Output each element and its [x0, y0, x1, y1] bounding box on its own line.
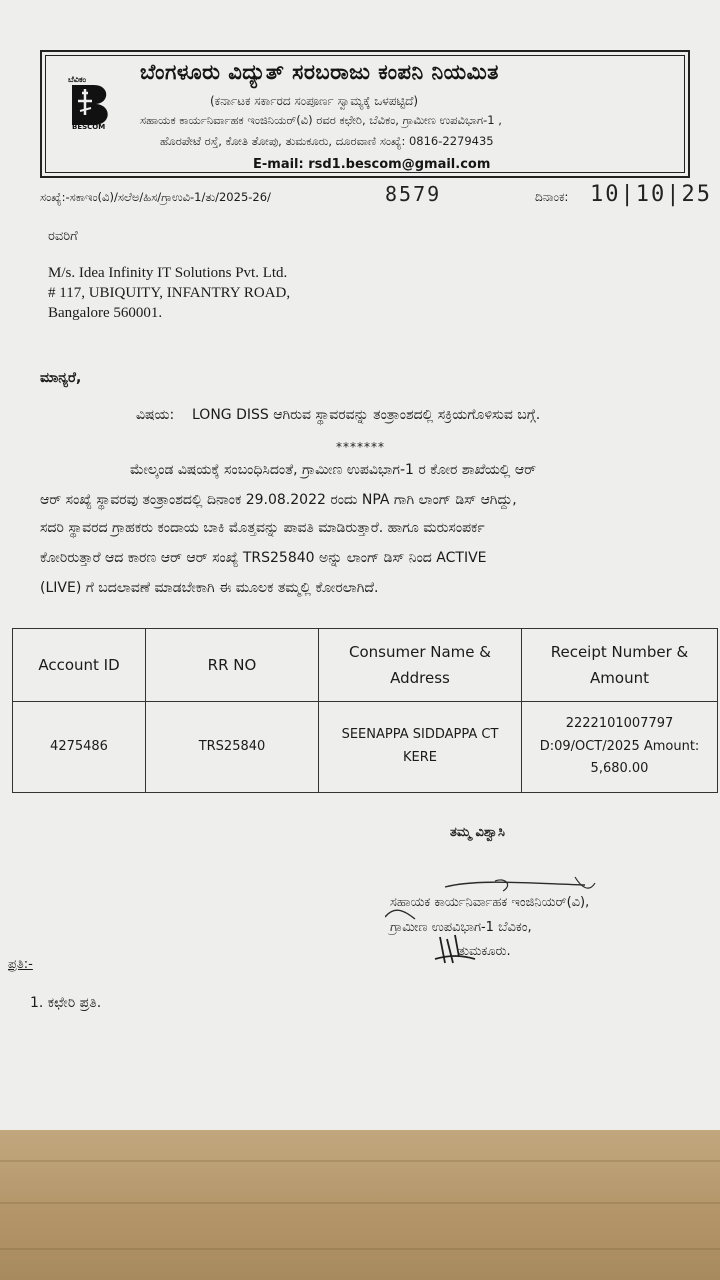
logo-word: BESCOM — [72, 123, 106, 131]
email-line: E-mail: rsd1.bescom@gmail.com — [253, 157, 491, 172]
body-line-2: ಆರ್ ಸಂಖ್ಯೆ ಸ್ಥಾವರವು ತಂತ್ರಾಂಶದಲ್ಲಿ ದಿನಾಂಕ 29.08.2022 ರಂದು NPA ಗಾಗಿ ಲಾಂಗ್ ಡಿಸ್ ಆಗಿದ್ದು, — [40, 492, 517, 508]
date-label: ದಿನಾಂಕ: — [535, 190, 569, 204]
salutation: ಮಾನ್ಯರೆ, — [40, 370, 82, 386]
body-line-1: ಮೇಲ್ಕಂಡ ವಿಷಯಕ್ಕೆ ಸಂಬಂಧಿಸಿದಂತೆ, ಗ್ರಾಮೀಣ ಉಪವಿಭಾಗ-1 ರ ಕೋರ ಶಾಖೆಯಲ್ಲಿ ಆರ್ — [130, 462, 537, 478]
header-rr-no: RR NO — [146, 629, 319, 702]
signatory-division: ಗ್ರಾಮೀಣ ಉಪವಿಭಾಗ-1 ಬೆವಿಕಂ, — [390, 920, 532, 935]
company-subtitle: (ಕರ್ನಾಟಕ ಸರ್ಕಾರದ ಸಂಪೂರ್ಣ ಸ್ವಾಮ್ಯಕ್ಕೆ ಒಳಪಟ್ಟಿದೆ) — [210, 94, 419, 108]
table-header-row — [13, 629, 718, 702]
date-value: 10|10|25 — [590, 182, 712, 207]
signatory-place: ತುಮಕೂರು. — [458, 944, 511, 959]
body-line-4: ಕೋರಿರುತ್ತಾರೆ ಆದ ಕಾರಣ ಆರ್ ಆರ್ ಸಂಖ್ಯೆ TRS25840 ಅನ್ನು ಲಾಂಗ್ ಡಿಸ್ ನಿಂದ ACTIVE — [40, 550, 487, 566]
recipient-address-1: # 117, UBIQUITY, INFANTRY ROAD, — [48, 285, 291, 301]
header-receipt: Receipt Number & Amount — [522, 629, 718, 702]
body-line-3: ಸದರಿ ಸ್ಥಾವರದ ಗ್ರಾಹಕರು ಕಂದಾಯ ಬಾಕಿ ಮೊತ್ತವನ್ನು ಪಾವತಿ ಮಾಡಿರುತ್ತಾರೆ. ಹಾಗೂ ಮರುಸಂಪರ್ಕ — [40, 520, 485, 536]
copy-label: ಪ್ರತಿ:- — [8, 957, 33, 972]
header-account-id: Account ID — [13, 629, 146, 702]
logo-caption: ಬೆವಿಕಂ — [68, 75, 87, 84]
company-title: ಬೆಂಗಳೂರು ವಿದ್ಯುತ್ ಸರಬರಾಜು ಕಂಪನಿ ನಿಯಮಿತ — [140, 60, 499, 84]
reference-number: 8579 — [385, 182, 442, 206]
copy-item: 1. ಕಛೇರಿ ಪ್ರತಿ. — [30, 995, 102, 1011]
recipient-to: ರವರಿಗೆ — [48, 229, 78, 244]
separator: ******* — [336, 440, 385, 454]
cell-account-id: 4275486 — [13, 702, 146, 793]
subject-text: LONG DISS ಆಗಿರುವ ಸ್ಥಾವರವನ್ನು ತಂತ್ರಾಂಶದಲ್ಲಿ ಸಕ್ರಿಯಗೊಳಿಸುವ ಬಗ್ಗೆ. — [192, 407, 541, 423]
subject-label: ವಿಷಯ: — [136, 407, 175, 423]
recipient-name: M/s. Idea Infinity IT Solutions Pvt. Ltd. — [48, 265, 288, 281]
closing: ತಮ್ಮ ವಿಶ್ವಾಸಿ — [450, 825, 505, 840]
table-row — [13, 702, 718, 793]
header-consumer: Consumer Name & Address — [319, 629, 522, 702]
body-line-5: (LIVE) ಗೆ ಬದಲಾವಣೆ ಮಾಡಬೇಕಾಗಿ ಈ ಮೂಲಕ ತಮ್ಮಲ್ಲಿ ಕೋರಲಾಗಿದೆ. — [40, 580, 379, 596]
cell-rr-no: TRS25840 — [146, 702, 319, 793]
account-table — [12, 628, 718, 793]
recipient-address-2: Bangalore 560001. — [48, 305, 163, 321]
office-line: ಸಹಾಯಕ ಕಾರ್ಯನಿರ್ವಾಹಕ ಇಂಜಿನಿಯರ್(ವಿ) ರವರ ಕಛೇರಿ, ಬೆವಿಕಂ, ಗ್ರಾಮೀಣ ಉಪವಿಭಾಗ-1 , — [140, 113, 502, 127]
cell-receipt: 2222101007797 D:09/OCT/2025 Amount: 5,680.00 — [522, 702, 718, 793]
desk-surface — [0, 1130, 720, 1280]
signatory-designation: ಸಹಾಯಕ ಕಾರ್ಯನಿರ್ವಾಹಕ ಇಂಜಿನಿಯರ್(ವಿ), — [390, 895, 590, 910]
reference-label: ಸಂಖ್ಯೆ:-ಸಕಾಇಂ(ವಿ)/ಸಲೆಅ/ಹಿಸ/ಗ್ರಾಉವಿ-1/ತು/2025-26/ — [40, 190, 271, 204]
cell-consumer: SEENAPPA SIDDAPPA CT KERE — [319, 702, 522, 793]
office-address: ಹೊರಪೇಟೆ ರಸ್ತೆ, ಕೋತಿ ತೋಪು, ತುಮಕೂರು, ದೂರವಾಣಿ ಸಂಖ್ಯೆ: 0816-2279435 — [160, 134, 494, 148]
